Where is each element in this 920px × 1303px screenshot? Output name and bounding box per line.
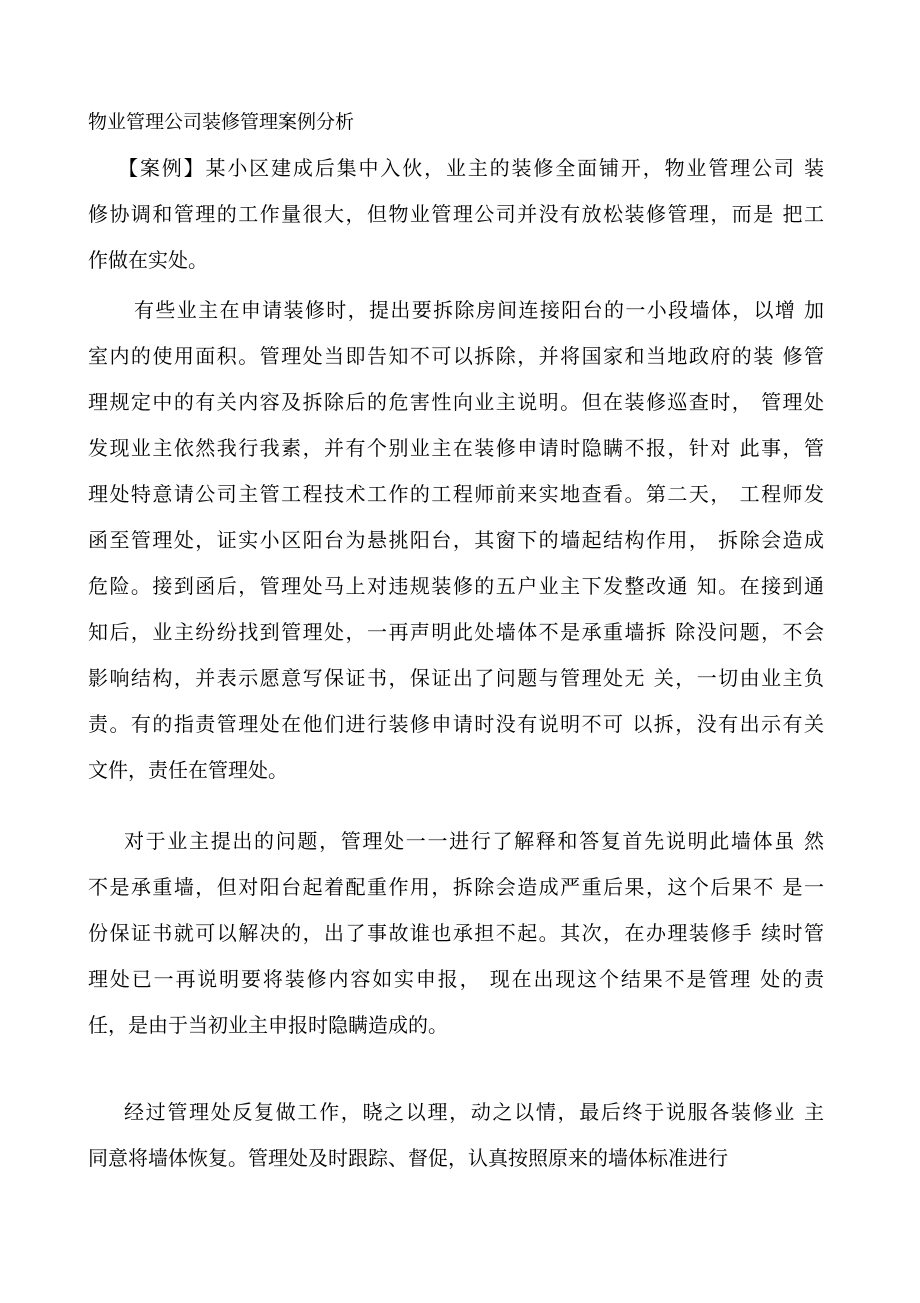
- text-line: 文件，责任在管理处。: [88, 758, 288, 782]
- text-line: 经过管理处反复做工作，晓之以理，动之以情，最后终于说服各装修业 主: [124, 1100, 824, 1124]
- text-line: 对于业主提出的问题，管理处一一进行了解释和答复首先说明此墙体虽 然: [124, 829, 824, 853]
- text-line: 函至管理处，证实小区阳台为悬挑阳台，其窗下的墙起结构作用， 拆除会造成: [88, 528, 824, 552]
- text-line: 同意将墙体恢复。管理处及时跟踪、督促，认真按照原来的墙体标准进行: [88, 1146, 728, 1170]
- text-line: 理处特意请公司主管工程技术工作的工程师前来实地查看。第二天， 工程师发: [88, 482, 824, 506]
- paragraph-resolution: [88, 1089, 824, 1181]
- document-title: 物业管理公司装修管理案例分析: [88, 111, 355, 133]
- text-line: 作做在实处。: [88, 248, 208, 272]
- text-line: 修协调和管理的工作量很大，但物业管理公司并没有放松装修管理，而是 把工: [88, 202, 824, 226]
- text-line: 知后，业主纷纷找到管理处，一再声明此处墙体不是承重墙拆 除没问题，不会: [88, 620, 824, 644]
- paragraph-owner-demolition: [88, 287, 824, 793]
- text-line: 任，是由于当初业主申报时隐瞒造成的。: [88, 1013, 448, 1037]
- text-line: 影响结构，并表示愿意写保证书，保证出了问题与管理处无 关，一切由业主负: [88, 666, 824, 690]
- text-line: 有些业主在申请装修时，提出要拆除房间连接阳台的一小段墙体，以增 加: [134, 298, 824, 322]
- text-line: 室内的使用面积。管理处当即告知不可以拆除，并将国家和当地政府的装 修管: [88, 344, 824, 368]
- text-line: 不是承重墙，但对阳台起着配重作用，拆除会造成严重后果，这个后果不 是一: [88, 875, 824, 899]
- text-line: 【案例】某小区建成后集中入伙，业主的装修全面铺开，物业管理公司 装: [118, 156, 824, 180]
- text-line: 危险。接到函后，管理处马上对违规装修的五户业主下发整改通 知。在接到通: [88, 574, 824, 598]
- text-line: 理处已一再说明要将装修内容如实申报， 现在出现这个结果不是管理 处的责: [88, 967, 824, 991]
- text-line: 发现业主依然我行我素，并有个别业主在装修申请时隐瞒不报，针对 此事，管: [88, 436, 824, 460]
- text-line: 责。有的指责管理处在他们进行装修申请时没有说明不可 以拆，没有出示有关: [88, 712, 824, 736]
- paragraph-management-reply: [88, 818, 824, 1048]
- text-line: 理规定中的有关内容及拆除后的危害性向业主说明。但在装修巡查时， 管理处: [88, 390, 824, 414]
- paragraph-case-intro: [88, 145, 824, 283]
- text-line: 份保证书就可以解决的，出了事故谁也承担不起。其次，在办理装修手 续时管: [88, 921, 824, 945]
